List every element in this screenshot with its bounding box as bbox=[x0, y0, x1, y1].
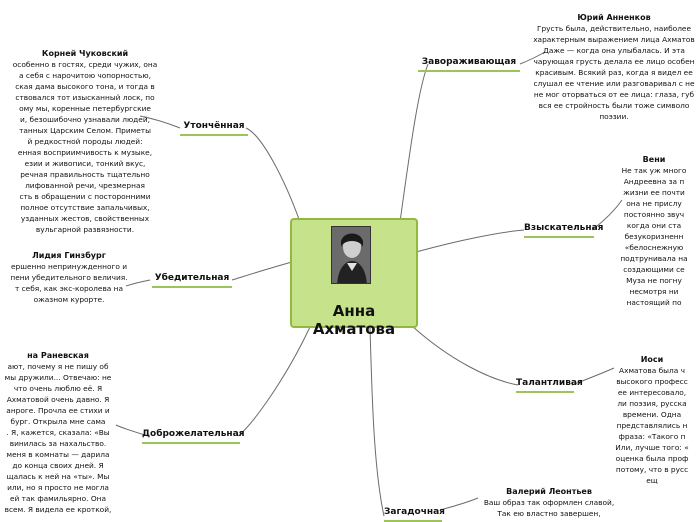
note-line: и, безошибочно узнавали людей, bbox=[20, 115, 150, 124]
note-line: чарующая грусть делала ее лицо особен bbox=[533, 57, 695, 66]
connector-dobrozhelatelnaya bbox=[238, 327, 310, 436]
note-chukovsky bbox=[0, 48, 170, 235]
note-author: Корней Чуковский bbox=[41, 49, 129, 58]
note-line: ли поэзия, русска bbox=[617, 399, 687, 408]
note-line: или, но я просто не могла bbox=[7, 483, 109, 492]
note-line: что очень люблю её. Я bbox=[13, 384, 103, 393]
note-line: особенно в гостях, среди чужих, она bbox=[12, 60, 158, 69]
note-line: анроге. Прочла ее стихи и bbox=[6, 406, 110, 415]
note-leontiev bbox=[474, 486, 624, 519]
note-author: Валерий Леонтьев bbox=[506, 487, 592, 496]
note-line: лифованной речи, чрезмерная bbox=[25, 181, 145, 190]
connector-zavorazhivayushchaya bbox=[400, 64, 428, 222]
note-line: подтрунивала на bbox=[620, 254, 688, 263]
note-line: мы дружили... Отвечаю: не bbox=[4, 373, 112, 382]
note-author: на Раневская bbox=[27, 351, 89, 360]
note-line: Грусть была, действительно, наиболее bbox=[536, 24, 692, 33]
note-line: ствовался тот изысканный лоск, по bbox=[15, 93, 155, 102]
note-line: ещ bbox=[646, 476, 658, 485]
note-line: красивым. Всякий раз, когда я видел ее bbox=[535, 68, 693, 77]
note-line: постоянно звуч bbox=[623, 210, 685, 219]
note-line: узданных жестов, свойственных bbox=[20, 214, 150, 223]
note-line: ожазном курорте. bbox=[33, 295, 105, 304]
note-line: ская дама высокого тона, и тогда в bbox=[15, 82, 155, 91]
note-line: вульгарной развязности. bbox=[35, 225, 135, 234]
note-line: Так ею властно завершен, bbox=[497, 509, 601, 518]
connector-zagadochnaya-note bbox=[440, 498, 478, 510]
note-line: она не прислу bbox=[626, 199, 682, 208]
note-line: Ахматова была ч bbox=[619, 366, 685, 375]
note-line: ее интересовало, bbox=[617, 388, 687, 397]
note-line: когда они ста bbox=[626, 221, 682, 230]
connector-ubeditelnaya bbox=[232, 262, 292, 280]
branch-utonchennaya[interactable]: Утончённая bbox=[180, 118, 248, 136]
note-line: винилась за нахальство. bbox=[9, 439, 107, 448]
portrait-icon bbox=[332, 227, 371, 284]
note-line: бург. Открыла мне сама bbox=[10, 417, 106, 426]
note-line: ершенно непринужденного и bbox=[10, 262, 128, 271]
note-line: езии и живописи, тонкий вкус, bbox=[24, 159, 146, 168]
note-line: Не так уж много bbox=[621, 166, 687, 175]
central-title: Анна Ахматова bbox=[312, 302, 396, 338]
note-ranevskaya bbox=[0, 350, 116, 515]
note-line: оценка была проф bbox=[615, 454, 689, 463]
note-line: ому мы, коренные петербургские bbox=[19, 104, 151, 113]
note-line: речная правильность тщательно bbox=[20, 170, 150, 179]
note-line: безукоризненн bbox=[624, 232, 684, 241]
note-author: Вени bbox=[642, 155, 666, 164]
note-line: времени. Одна bbox=[622, 410, 682, 419]
note-line: не мог оторваться от ее лица: глаза, губ bbox=[533, 90, 695, 99]
note-line: жизни ее почти bbox=[623, 188, 685, 197]
branch-zavorazhivayushchaya[interactable]: Завораживающая bbox=[418, 54, 520, 72]
note-line: Андреевна за п bbox=[623, 177, 685, 186]
connector-vzyskatelnaya bbox=[416, 230, 524, 252]
note-line: щалась к ней на «ты». Мы bbox=[6, 472, 110, 481]
note-line: пени убедительного величия. bbox=[10, 273, 128, 282]
note-line: Ахматовой очень давно. Я bbox=[6, 395, 110, 404]
note-author: Иоси bbox=[640, 355, 664, 364]
note-line: слушал ее чтение или разговаривал с не bbox=[533, 79, 695, 88]
note-line: поэзии. bbox=[599, 112, 629, 121]
note-ginzburg bbox=[0, 250, 138, 305]
note-annenkov bbox=[532, 12, 696, 122]
note-line: характерным выражением лица Ахматов bbox=[533, 35, 695, 44]
note-author: Юрий Анненков bbox=[577, 13, 651, 22]
connector-zagadochnaya bbox=[370, 327, 384, 516]
note-line: Ваш образ так оформлен славой, bbox=[483, 498, 615, 507]
note-line: сть в обращении с посторонними bbox=[19, 192, 151, 201]
branch-ubeditelnaya[interactable]: Убедительная bbox=[152, 270, 232, 288]
note-line: ают, почему я не пишу об bbox=[7, 362, 109, 371]
note-line: потому, что в русс bbox=[615, 465, 689, 474]
note-line: меня в комнаты — дарила bbox=[6, 450, 110, 459]
note-line: Муза не погну bbox=[626, 276, 682, 285]
connector-talantlivaya bbox=[412, 326, 518, 385]
note-line: а себя с нарочитою чопорностью, bbox=[19, 71, 151, 80]
central-node[interactable] bbox=[290, 218, 418, 338]
note-line: всем. Я видела ее кроткой, bbox=[4, 505, 112, 514]
portrait-image bbox=[331, 226, 371, 284]
note-line: высокого професс bbox=[616, 377, 688, 386]
note-line: Или, лучше того: « bbox=[615, 443, 689, 452]
branch-talantlivaya[interactable]: Талантливая bbox=[516, 375, 574, 393]
note-line: енная восприимчивость к музыке, bbox=[17, 148, 153, 157]
connector-utonchennaya bbox=[246, 128, 300, 222]
branch-vzyskatelnaya[interactable]: Взыскательная bbox=[524, 220, 594, 238]
note-line: до конца своих дней. Я bbox=[12, 461, 104, 470]
note-line: фраза: «Такого п bbox=[618, 432, 686, 441]
branch-dobrozhelatelnaya[interactable]: Доброжелательная bbox=[142, 426, 240, 444]
note-line: танных Царским Селом. Приметы bbox=[19, 126, 151, 135]
note-line: . Я, кажется, сказала: «Вы bbox=[6, 428, 110, 437]
note-line: ей так фамильярно. Она bbox=[9, 494, 107, 503]
note-line: й редкостной породы людей: bbox=[27, 137, 143, 146]
note-line: создающими се bbox=[623, 265, 685, 274]
note-line: полное отсутствие запальчивых, bbox=[20, 203, 150, 212]
note-line: Даже — когда она улыбалась. И эта bbox=[543, 46, 685, 55]
note-line: т себя, как экс-королева на bbox=[14, 284, 124, 293]
note-line: настоящий по bbox=[626, 298, 682, 307]
note-iosif bbox=[608, 354, 696, 486]
note-line: «белоснежную bbox=[624, 243, 684, 252]
note-line: несмотря ни bbox=[629, 287, 679, 296]
note-line: вся ее стройность были тоже символо bbox=[538, 101, 690, 110]
branch-zagadochnaya[interactable]: Загадочная bbox=[384, 504, 442, 522]
note-veniamin bbox=[612, 154, 696, 308]
note-line: представлялись н bbox=[616, 421, 688, 430]
note-author: Лидия Гинзбург bbox=[32, 251, 106, 260]
